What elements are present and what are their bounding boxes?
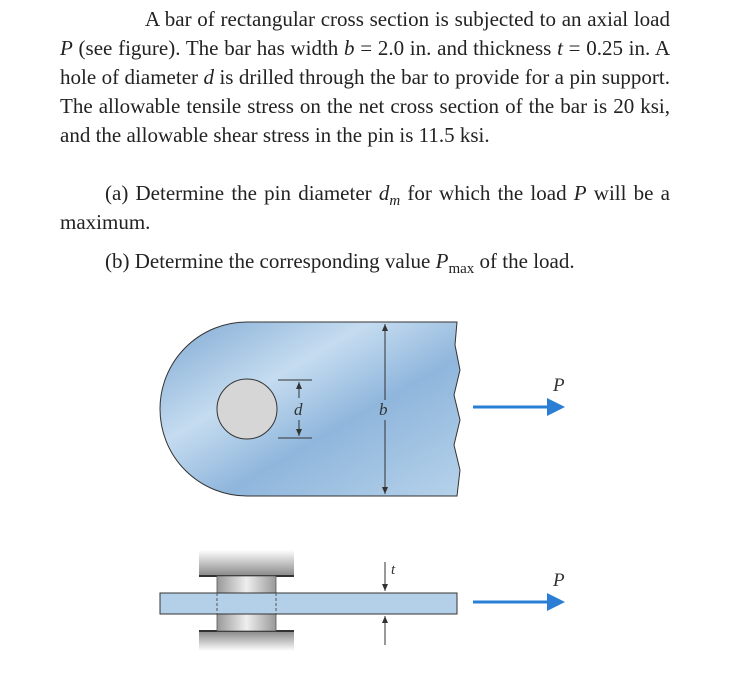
text: = 0.25 in. A hole of diameter	[60, 36, 671, 89]
subscript-max: max	[448, 261, 475, 278]
subscript-m: m	[389, 193, 401, 210]
label-P-bottom: P	[553, 570, 565, 591]
label-P-top: P	[553, 375, 565, 396]
var-b: b	[344, 36, 355, 60]
label-t: t	[391, 562, 396, 578]
label-d: d	[294, 400, 303, 419]
var-P: P	[60, 36, 73, 60]
bar-side-view	[160, 550, 457, 651]
text: will be a maximum.	[60, 181, 670, 234]
bar-top-view	[160, 322, 460, 496]
var-d: d	[203, 65, 214, 89]
var-t: t	[557, 36, 563, 60]
text: (see figure). The bar has width	[72, 36, 345, 60]
var-P: P	[573, 181, 587, 205]
label-b: b	[379, 400, 388, 419]
text: (a) Determine the pin diameter	[105, 181, 379, 205]
text: = 2.0 in. and thickness	[354, 36, 558, 60]
var-P: P	[435, 249, 449, 273]
text: of the load.	[474, 249, 575, 273]
pin-hole	[217, 379, 277, 439]
text: for which the load	[400, 181, 574, 205]
text: (b) Determine the corresponding value	[105, 249, 436, 273]
text: A bar of rectangular cross section is subjected to an axial load	[145, 7, 670, 31]
text: is drilled through the bar to provide for a pin support. The allowable tensile stress on the net cross section of the bar is 20 ksi, and the allowable shear stress in the pin is 11.5 ksi.	[60, 65, 671, 147]
var-d: d	[378, 181, 390, 205]
